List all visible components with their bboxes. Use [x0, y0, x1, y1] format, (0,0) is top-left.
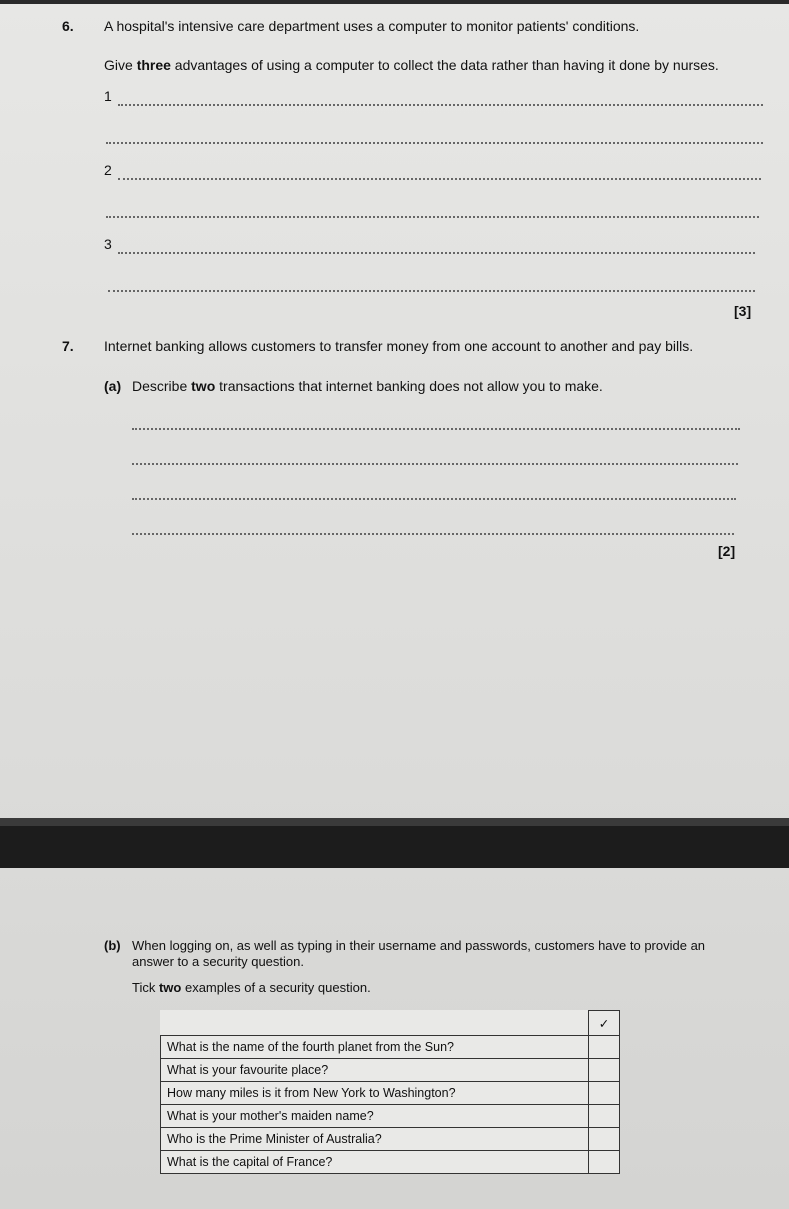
tick-box[interactable]: [589, 1105, 620, 1128]
tick-box[interactable]: [589, 1059, 620, 1082]
part-b-instruction: [132, 980, 371, 995]
security-question-text: How many miles is it from New York to Washington?: [161, 1082, 589, 1105]
tick-box[interactable]: [589, 1128, 620, 1151]
question-6-stem: A hospital's intensive care department uses a computer to monitor patients' conditions.: [104, 18, 640, 34]
part-a-text-pre: Describe: [132, 378, 192, 394]
part-a-marks: [2]: [718, 543, 736, 559]
table-row: [161, 1105, 620, 1128]
security-question-table: [160, 1010, 620, 1174]
part-b-instruction-pre: Tick: [132, 980, 159, 995]
answer-line-2b[interactable]: [106, 216, 759, 218]
part-a-text-bold: two: [191, 378, 216, 394]
question-7-number: 7.: [62, 338, 74, 354]
part-b-instruction-bold: two: [158, 980, 182, 995]
answer-line-2a[interactable]: [118, 178, 761, 180]
answer-label-3: 3: [104, 236, 112, 252]
part-a-text-post: transactions that internet banking does not allow you to make.: [215, 378, 603, 394]
part-a-text: [132, 378, 752, 394]
instruction-text-post: advantages of using a computer to collect the data rather than having it done by nurses.: [170, 57, 719, 73]
table-row: [161, 1128, 620, 1151]
answer-line-3a[interactable]: [118, 252, 755, 254]
answer-label-2: 2: [104, 162, 112, 178]
table-row: [161, 1036, 620, 1059]
answer-line-1b[interactable]: [106, 142, 763, 144]
security-question-text: What is the name of the fourth planet from the Sun?: [161, 1036, 589, 1059]
part-a-answer-line-3[interactable]: [132, 498, 736, 500]
part-a-answer-line-1[interactable]: [132, 428, 740, 430]
top-edge-line: [0, 0, 789, 4]
tick-column-header: ✓: [589, 1011, 620, 1036]
security-question-text: What is your favourite place?: [161, 1059, 589, 1082]
part-a-answer-line-2[interactable]: [132, 463, 738, 465]
question-6-marks: [3]: [734, 303, 752, 319]
answer-line-1a[interactable]: [118, 104, 763, 106]
part-b-instruction-post: examples of a security question.: [181, 980, 371, 995]
instruction-text-pre: Give: [104, 57, 137, 73]
tick-box[interactable]: [589, 1082, 620, 1105]
table-row: [161, 1082, 620, 1105]
table-row: [161, 1059, 620, 1082]
question-6-number: 6.: [62, 18, 74, 34]
table-row: [161, 1151, 620, 1174]
tick-box[interactable]: [589, 1151, 620, 1174]
part-b-label: (b): [104, 938, 121, 953]
instruction-text-bold: three: [136, 57, 171, 73]
table-header-row: [161, 1011, 620, 1036]
security-question-text: Who is the Prime Minister of Australia?: [161, 1128, 589, 1151]
security-question-text: What is the capital of France?: [161, 1151, 589, 1174]
answer-line-3b[interactable]: [108, 290, 755, 292]
question-6-instruction: [104, 57, 774, 73]
tick-box[interactable]: [589, 1036, 620, 1059]
part-a-answer-line-4[interactable]: [132, 533, 734, 535]
security-question-text: What is your mother's maiden name?: [161, 1105, 589, 1128]
page-break-band-edge: [0, 818, 789, 826]
part-b-text: When logging on, as well as typing in their username and passwords, customers have to provide an answer to a security question.: [132, 938, 706, 969]
header-spacer: [161, 1011, 589, 1036]
part-a-label: (a): [104, 378, 122, 394]
question-7-stem: Internet banking allows customers to transfer money from one account to another and pay bills.: [104, 338, 694, 354]
answer-label-1: 1: [104, 88, 112, 104]
